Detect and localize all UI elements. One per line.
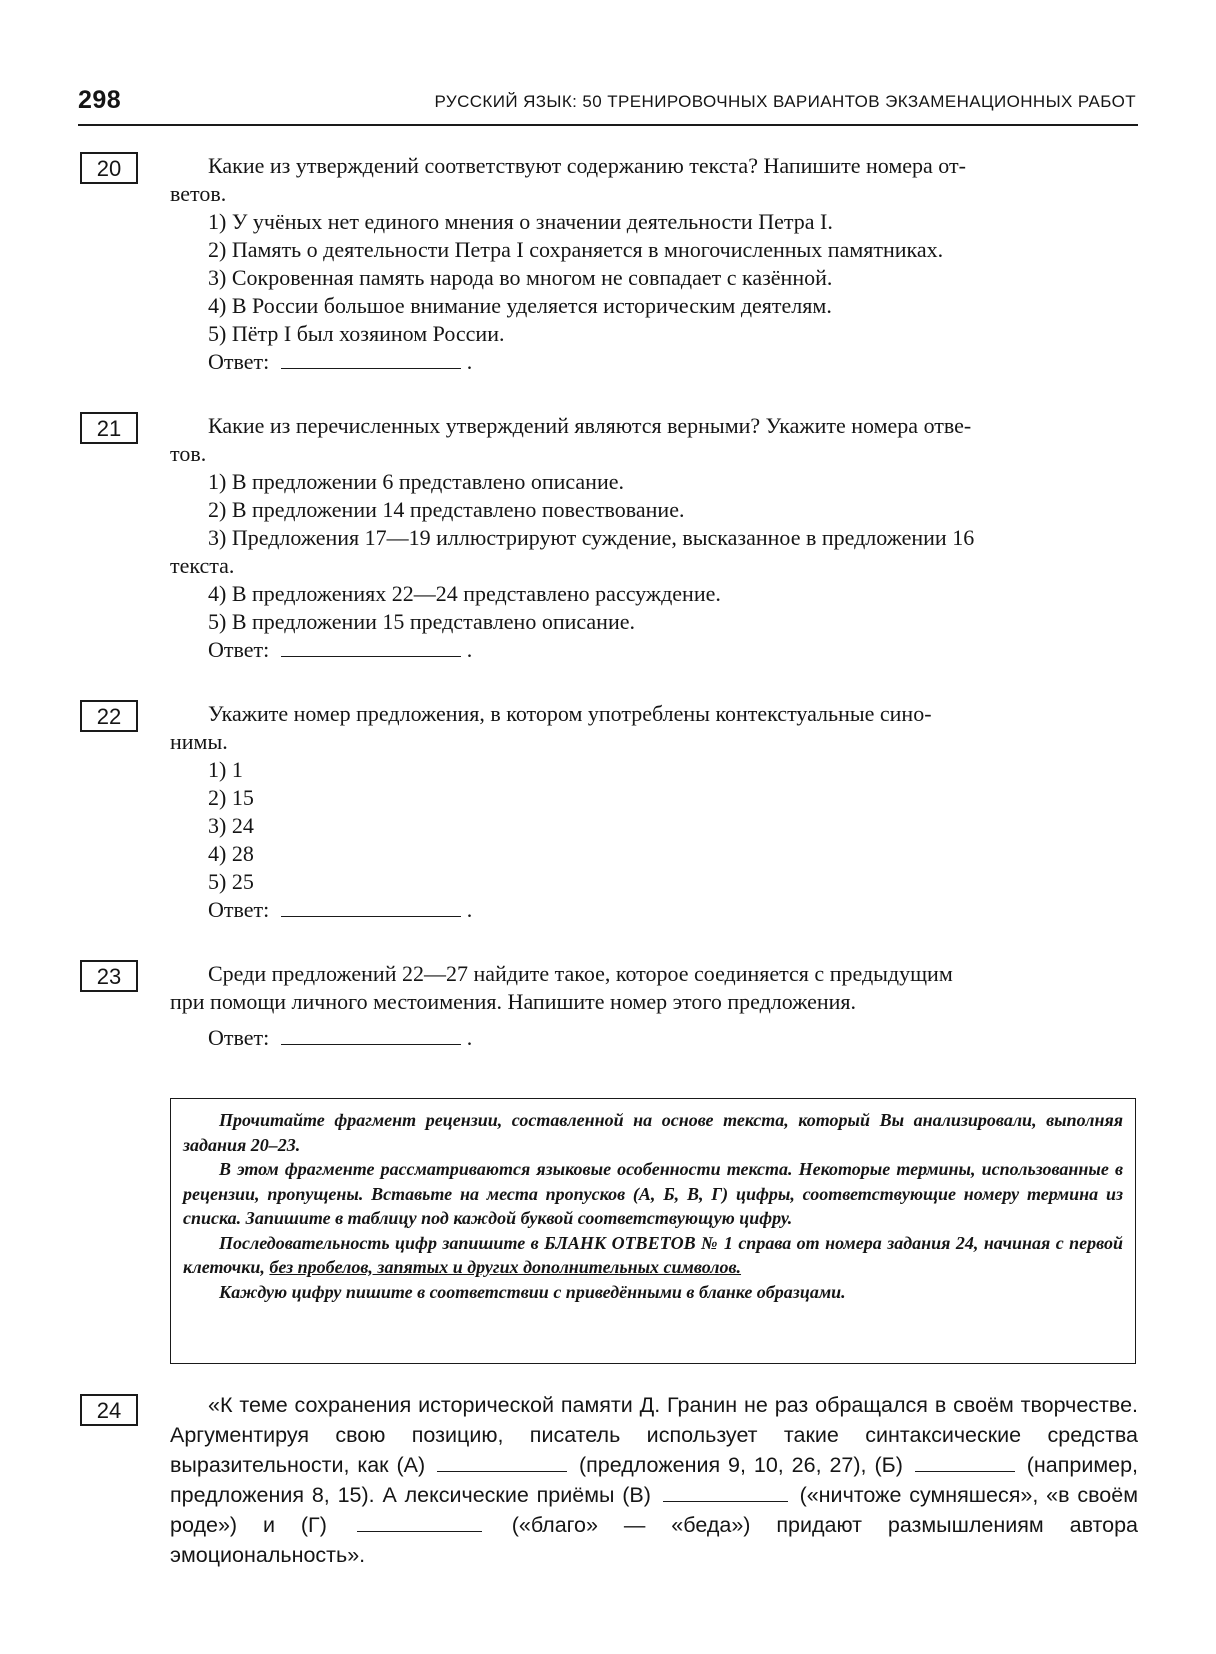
page-number: 298 <box>78 86 122 114</box>
review-text: («ничтоже сумняшеся», «в своём роде») и (Г) <box>170 1483 1138 1537</box>
running-header-title: РУССКИЙ ЯЗЫК: 50 ТРЕНИРОВОЧНЫХ ВАРИАНТОВ ЭКЗАМЕНАЦИОННЫХ РАБОТ <box>434 92 1136 111</box>
answer-option: 4) В предложениях 22—24 представлено рассуждение. <box>208 581 721 606</box>
answer-option: 1) 1 <box>208 757 243 782</box>
answer-option: 2) В предложении 14 представлено повествование. <box>208 497 685 522</box>
task-20 <box>78 152 1138 376</box>
answer-line[interactable] <box>281 368 461 369</box>
review-text: (предложения 9, 10, 26, 27), <box>578 1453 867 1477</box>
blank-g[interactable] <box>357 1531 482 1532</box>
question-text: Какие из перечисленных утверждений являются верными? Укажите номера отве- <box>208 413 972 438</box>
instruction-paragraph: Прочитайте фрагмент рецензии, составленной на основе текста, который Вы анализировали, выполняя задания 20–23. <box>183 1110 1123 1155</box>
answer-option: 1) У учёных нет единого мнения о значении деятельности Петра I. <box>208 209 833 234</box>
task-22 <box>78 700 1138 924</box>
answer-option-cont: текста. <box>170 553 235 578</box>
answer-label: Ответ: <box>208 637 270 662</box>
task-number-box: 22 <box>80 700 138 732</box>
blank-a[interactable] <box>437 1471 567 1472</box>
review-text: (например, предложения 8, 15). А лексические приёмы (В) <box>170 1453 1139 1507</box>
task-23 <box>78 960 1138 1052</box>
answer-option: 4) 28 <box>208 841 254 866</box>
answer-option: 2) Память о деятельности Петра I сохраняется в многочисленных памятниках. <box>208 237 944 262</box>
blank-b[interactable] <box>915 1471 1015 1472</box>
review-fragment <box>170 1390 1138 1570</box>
answer-line[interactable] <box>281 916 461 917</box>
answer-label: Ответ: <box>208 897 270 922</box>
instruction-paragraph <box>183 1231 1123 1280</box>
instruction-underlined-text: без пробелов, запятых и других дополнительных символов. <box>269 1257 742 1277</box>
task-number-box: 24 <box>80 1394 138 1426</box>
answer-end: . <box>466 1025 473 1050</box>
task-number-box: 20 <box>80 152 138 184</box>
answer-end: . <box>466 897 473 922</box>
question-text-cont: тов. <box>170 441 207 466</box>
question-text: Какие из утверждений соответствуют содержанию текста? Напишите номера от- <box>208 153 966 178</box>
review-text: «К теме сохранения исторической памяти Д. Гранин не раз обращался в своём творчестве. Аргументируя свою позицию, писатель использует такие синтаксические средства выразительности, как (А) <box>170 1393 1138 1477</box>
header-rule <box>78 124 1138 126</box>
answer-row <box>170 348 1138 376</box>
answer-line[interactable] <box>281 656 461 657</box>
answer-option: 4) В России большое внимание уделяется историческим деятелям. <box>208 293 832 318</box>
question-text: Среди предложений 22—27 найдите такое, которое соединяется с предыдущим <box>208 961 953 986</box>
answer-label: Ответ: <box>208 349 270 374</box>
answer-line[interactable] <box>281 1044 461 1045</box>
answer-option: 3) Сокровенная память народа во многом не совпадает с казённой. <box>208 265 833 290</box>
question-text-cont: при помощи личного местоимения. Напишите номер этого предложения. <box>170 989 857 1014</box>
answer-option: 2) 15 <box>208 785 254 810</box>
instruction-paragraph: В этом фрагменте рассматриваются языковые особенности текста. Некоторые термины, использованные в рецензии, пропущены. Вставьте на места пропусков (А, Б, В, Г) цифры, соответствующие номеру термина из списка. Запишите в таблицу под каждой буквой соответствующую цифру. <box>183 1159 1123 1228</box>
question-text-cont: ветов. <box>170 181 227 206</box>
answer-option: 5) Пётр I был хозяином России. <box>208 321 505 346</box>
answer-end: . <box>466 637 473 662</box>
task-number-box: 21 <box>80 412 138 444</box>
answer-option: 1) В предложении 6 представлено описание. <box>208 469 624 494</box>
answer-label: Ответ: <box>208 1025 270 1050</box>
blank-v[interactable] <box>663 1501 788 1502</box>
review-text: («благо» — «беда») придают размышлениям автора эмоциональность». <box>170 1513 1138 1567</box>
answer-end: . <box>466 349 473 374</box>
answer-row <box>170 636 1138 664</box>
answer-row <box>170 1024 1138 1052</box>
instruction-text: Последовательность цифр запишите в БЛАНК ОТВЕТОВ № 1 справа от номера задания 24, начиная с первой клеточки, <box>183 1232 1123 1277</box>
answer-option: 5) В предложении 15 представлено описание. <box>208 609 635 634</box>
answer-row <box>170 896 1138 924</box>
answer-option: 5) 25 <box>208 869 254 894</box>
instruction-paragraph: Каждую цифру пишите в соответствии с приведёнными в бланке образцами. <box>219 1281 846 1302</box>
answer-option: 3) 24 <box>208 813 254 838</box>
question-text-cont: нимы. <box>170 729 228 754</box>
review-text: (Б) <box>874 1453 903 1477</box>
question-text: Укажите номер предложения, в котором употреблены контекстуальные сино- <box>208 701 932 726</box>
task-24 <box>78 1390 1138 1570</box>
task-number-box: 23 <box>80 960 138 992</box>
answer-option: 3) Предложения 17—19 иллюстрируют суждение, высказанное в предложении 16 <box>208 525 975 550</box>
task-21 <box>78 412 1138 664</box>
instruction-box <box>170 1098 1136 1364</box>
